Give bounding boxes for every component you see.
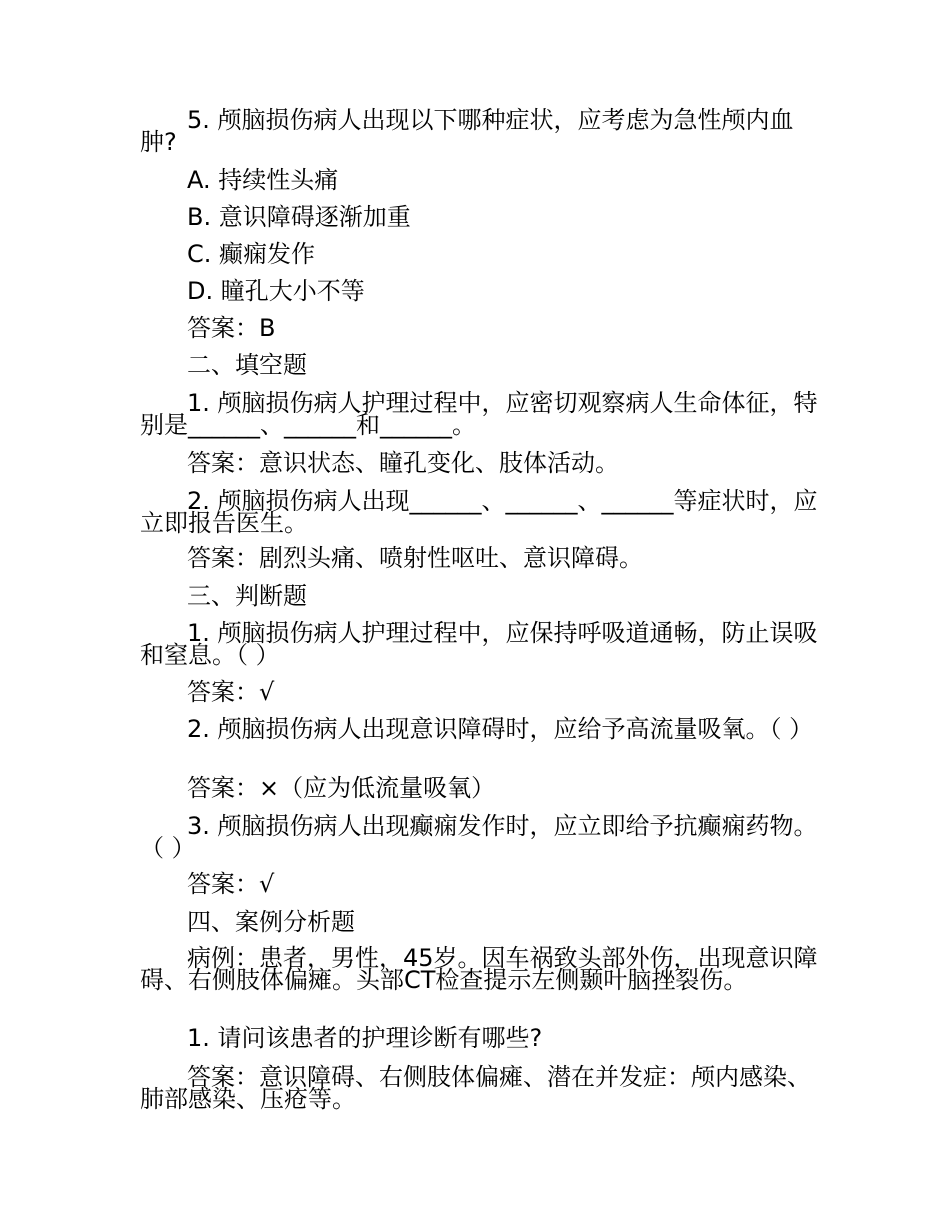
fill-blank-question-2: 2. 颅脑损伤病人出现______、______、______等症状时，应立即报告医生。 (140, 487, 818, 537)
true-false-question-3: 3. 颅脑损伤病人出现癫痫发作时，应立即给予抗癫痫药物。（ ） (140, 812, 818, 862)
section-case-analysis-heading: 四、案例分析题 (187, 908, 355, 936)
question-5: 5. 颅脑损伤病人出现以下哪种症状，应考虑为急性颅内血肿? (140, 106, 794, 156)
case-question-1: 1. 请问该患者的护理诊断有哪些? (187, 1024, 543, 1052)
case-answer-1: 答案：意识障碍、右侧肢体偏瘫、潜在并发症：颅内感染、肺部感染、压疮等。 (140, 1063, 811, 1113)
section-true-false-heading: 三、判断题 (187, 582, 307, 610)
fill-blank-question-1: 1. 颅脑损伤病人护理过程中，应密切观察病人生命体征，特别是______、______和______。 (140, 389, 818, 439)
true-false-question-2: 2. 颅脑损伤病人出现意识障碍时，应给予高流量吸氧。（ ） (187, 715, 814, 743)
fill-blank-answer-2: 答案：剧烈头痛、喷射性呕吐、意识障碍。 (187, 544, 643, 572)
option-d: D. 瞳孔大小不等 (187, 277, 365, 305)
true-false-answer-1: 答案：√ (187, 678, 275, 706)
option-c: C. 癫痫发作 (187, 240, 316, 268)
option-a: A. 持续性头痛 (187, 166, 339, 194)
true-false-answer-3: 答案：√ (187, 870, 275, 898)
answer-q5: 答案：B (187, 314, 276, 342)
option-b: B. 意识障碍逐渐加重 (187, 203, 411, 231)
true-false-answer-2: 答案：×（应为低流量吸氧） (187, 774, 496, 802)
true-false-question-1: 1. 颅脑损伤病人护理过程中，应保持呼吸道通畅，防止误吸和窒息。（ ） (140, 619, 818, 669)
fill-blank-answer-1: 答案：意识状态、瞳孔变化、肢体活动。 (187, 449, 619, 477)
section-fill-in-blank-heading: 二、填空题 (187, 351, 307, 379)
case-description: 病例：患者，男性，45岁。因车祸致头部外伤，出现意识障碍、右侧肢体偏瘫。头部CT检查提示左侧颞叶脑挫裂伤。 (140, 944, 818, 994)
